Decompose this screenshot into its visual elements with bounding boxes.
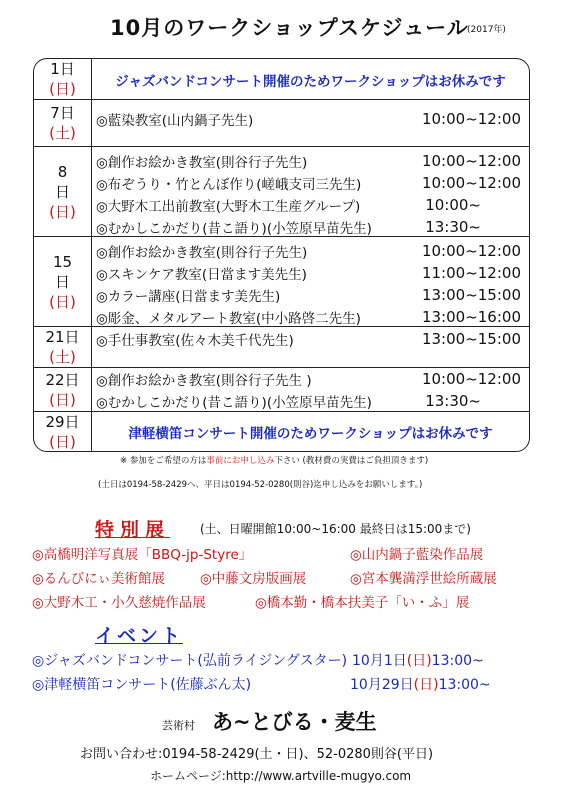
schedule-row	[34, 59, 529, 99]
weekday-label: (土)	[49, 348, 76, 366]
weekday-label: (日)	[49, 80, 76, 98]
workshop-name: ◎藍染教室(山内鍋子先生)	[96, 113, 254, 129]
weekday-label: (日)	[49, 202, 76, 221]
workshop-name: ◎スキンケア教室(日當ます美先生)	[96, 267, 307, 283]
date-cell	[34, 368, 92, 411]
workshop-item	[92, 240, 529, 262]
page-title: 10月のワークショップスケジュール	[110, 16, 469, 40]
date-cell	[34, 59, 92, 99]
notice-contact: (土日は0194-58-2429へ、平日は0194-52-0280(則谷)迄申し込みをお願いします。)	[98, 480, 423, 490]
date-cell	[34, 237, 92, 326]
workshop-name: ◎カラー講座(日當ます美先生)	[96, 289, 281, 305]
day-label: 15	[52, 252, 73, 271]
date-cell	[34, 100, 92, 146]
exhibition-item: ◎中藤文房版画展	[200, 571, 307, 587]
workshop-time: 10:00~	[425, 196, 481, 214]
workshop-name: ◎むかしこかだり(昔こ語り)(小笠原早苗先生)	[96, 221, 372, 237]
event-date: 10月29日	[350, 677, 414, 693]
workshop-name: ◎布ぞうり・竹とんぼ作り(嵯峨支司三先生)	[96, 177, 362, 193]
notice-application	[120, 454, 428, 466]
date-cell	[34, 327, 92, 367]
workshop-item	[92, 216, 529, 238]
workshop-list	[92, 368, 529, 411]
date-cell	[34, 412, 92, 451]
weekday-label: (日)	[49, 390, 76, 409]
schedule-row	[34, 326, 529, 367]
workshop-time: 13:00~15:00	[421, 330, 521, 348]
workshop-time: 10:00~12:00	[421, 110, 521, 128]
special-exhibition-title: 特別展	[95, 519, 171, 541]
workshop-item	[92, 390, 529, 412]
workshop-item	[92, 108, 529, 130]
workshop-time: 10:00~12:00	[421, 370, 521, 388]
event-name: ◎ジャズバンドコンサート(弘前ライジングスター)	[32, 653, 348, 669]
workshop-list	[92, 100, 529, 146]
day-label: 22日	[45, 370, 80, 389]
workshop-item	[92, 172, 529, 194]
event-weekday: (日)	[406, 653, 432, 669]
workshop-item	[92, 150, 529, 172]
workshop-name: ◎創作お絵かき教室(則谷行子先生)	[96, 245, 308, 261]
workshop-name: ◎手仕事教室(佐々木美千代先生)	[96, 333, 294, 349]
organization-name: あ~とびる・麦生	[212, 710, 377, 734]
exhibition-item: ◎宮本龔満浮世絵所蔵展	[350, 571, 497, 587]
workshop-item	[92, 284, 529, 306]
workshop-list	[92, 147, 529, 236]
event-weekday: (日)	[413, 677, 439, 693]
workshop-item	[92, 306, 529, 328]
schedule-table	[33, 58, 530, 452]
schedule-row	[34, 146, 529, 236]
workshop-time: 10:00~12:00	[421, 242, 521, 260]
day-label: 29日	[45, 412, 80, 431]
weekday-label: (日)	[49, 292, 76, 311]
day-label: 1日	[50, 60, 75, 78]
day-label: 21日	[45, 328, 80, 346]
day-label: 8	[57, 162, 68, 181]
weekday-label: (土)	[49, 124, 76, 142]
special-exhibition-hours: (土、日曜開館10:00~16:00 最終日は15:00まで)	[200, 522, 471, 536]
event-item	[32, 674, 542, 694]
day-suffix: 日	[54, 182, 70, 201]
workshop-time: 10:00~12:00	[421, 152, 521, 170]
day-label: 7日	[50, 104, 75, 122]
closed-notice: 津軽横笛コンサート開催のためワークショップはお休みです	[128, 426, 493, 442]
workshop-time: 13:30~	[425, 218, 481, 236]
workshop-time: 10:00~12:00	[421, 174, 521, 192]
workshop-name: ◎創作お絵かき教室(則谷行子先生)	[96, 155, 308, 171]
event-time: 13:00~	[431, 653, 484, 669]
workshop-list	[92, 237, 529, 326]
schedule-row	[34, 411, 529, 451]
homepage-link[interactable]: ホームページ:http://www.artville-mugyo.com	[150, 769, 412, 783]
workshop-item	[92, 368, 529, 390]
workshop-time: 11:00~12:00	[421, 264, 521, 282]
organization-label: 芸術村	[162, 719, 195, 732]
schedule-row	[34, 99, 529, 146]
schedule-row	[34, 367, 529, 411]
workshop-name: ◎むかしこかだり(昔こ語り)(小笠原早苗先生)	[96, 395, 372, 411]
exhibition-item: ◎山内鍋子藍染作品展	[350, 547, 484, 563]
notice-text: 下さい (教材費の実費はご負担頂きます)	[274, 456, 429, 466]
workshop-time: 13:00~15:00	[421, 286, 521, 304]
event-time: 13:00~	[438, 677, 491, 693]
event-item	[32, 650, 542, 670]
events-title: イベント	[95, 625, 184, 647]
event-name: ◎津軽横笛コンサート(佐藤ぶん太)	[32, 677, 252, 693]
weekday-label: (日)	[49, 432, 76, 451]
event-date: 10月1日	[352, 653, 407, 669]
closed-notice: ジャズバンドコンサート開催のためワークショップはお休みです	[115, 73, 506, 90]
date-cell	[34, 147, 92, 236]
workshop-name: ◎彫金、メタルアート教室(中小路啓二先生)	[96, 311, 361, 327]
contact-info: お問い合わせ:0194-58-2429(土・日)、52-0280則谷(平日)	[80, 747, 434, 762]
workshop-item	[92, 194, 529, 216]
year-label: (2017年)	[467, 25, 506, 35]
workshop-item	[92, 262, 529, 284]
event-datetime	[352, 650, 484, 670]
exhibition-item: ◎大野木工・小久慈焼作品展	[32, 595, 206, 611]
exhibition-item: ◎高橋明洋写真展「BBQ-jp-Styre」	[32, 547, 253, 563]
workshop-time: 13:00~16:00	[421, 308, 521, 326]
exhibition-item: ◎るんびにぃ美術館展	[32, 571, 166, 587]
workshop-list	[92, 327, 529, 367]
day-suffix: 日	[54, 272, 70, 291]
workshop-name: ◎創作お絵かき教室(則谷行子先生 )	[96, 373, 312, 389]
notice-emphasis: 事前にお申し込み	[206, 456, 275, 466]
exhibition-item: ◎橋本勤・橋本扶美子「い・ふ」展	[255, 595, 470, 611]
workshop-name: ◎大野木工出前教室(大野木工生産グループ)	[96, 199, 361, 215]
event-datetime	[350, 674, 491, 694]
workshop-item	[92, 328, 529, 350]
schedule-row	[34, 236, 529, 326]
workshop-time: 13:30~	[425, 392, 481, 410]
notice-text: ※ 参加をご希望の方は	[120, 456, 207, 466]
